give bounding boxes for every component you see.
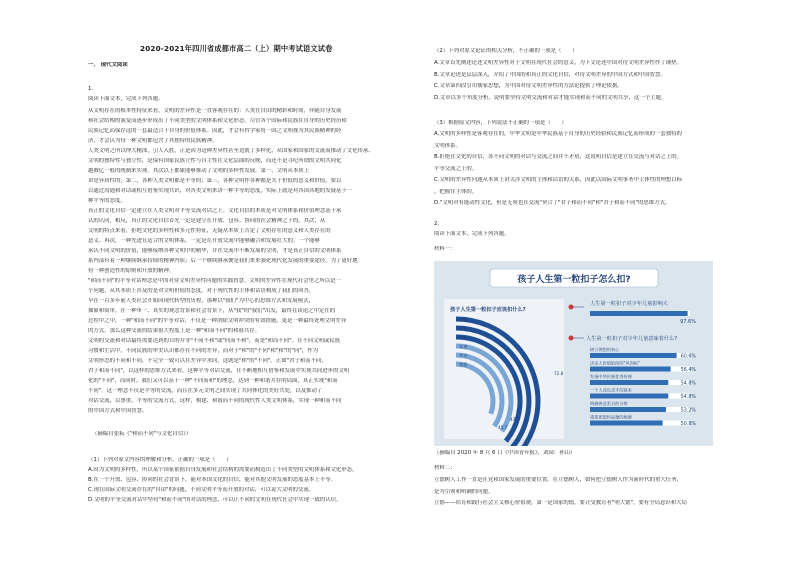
bar	[590, 380, 668, 385]
bar	[590, 421, 663, 426]
question-number: 1.	[88, 86, 94, 92]
text-line: 文明的特点来看，拒绝文化的多样性和多元性特征，无疑从本质上否定了文明存在的意义和人类存在的	[88, 228, 331, 234]
text-line: B.在一个开放、包容、协同的社会背景下，能对本国文化的自信，能对其他文明发展的态度基本上平等。	[88, 477, 336, 483]
text-line: 君子和而不同"，以这样的思维方式来看，这种平等对话交流，在不断地相互借鉴和发展中实现共同进步的文明	[88, 368, 350, 374]
chart-title: 孩子人生第一粒扣子怎么扣?	[517, 275, 631, 285]
text-line: 以通过沟通和对话或相互借鉴实现共识，对各类文明来讲一种平等的态度，实际上就是对各国各地的发展基于一	[88, 188, 353, 194]
bar-category-label: 发扬中华民族优秀传统	[590, 374, 632, 379]
text-line: 抽象和简单。在一种单一、真实的观念背景和社会背景下，从"我"的"我们"出发，最终在谈论之中定在的	[88, 308, 336, 314]
arc-value-label: 47.7	[510, 417, 520, 422]
text-line: C.文明的差异性问题从本质上讲关涉文明的主体和话语的关系，因此以国际文明事务中主体性的理想目标	[434, 177, 683, 183]
text-line: 系内部有着一种继续继承持续的精神内质；后一个继续继承便是我们来来强化现代化发展的重要途径，为了更好地	[88, 258, 358, 264]
bar-category-label: 树立理想的初心	[590, 347, 620, 352]
text-line: A.文章首先阐述论述文明差异性对于文明在现代社会的意义，为下文论述中国对待文明差异性作了铺垫。	[434, 60, 682, 66]
text-line: 意义。再次，一种先进且适合的文明体系，一定是在开放交流中能够融合和发展壮大的。一个能够	[88, 238, 320, 244]
bar	[590, 407, 666, 412]
question-stem: （3）根据原文内容，下列说法不正确的一项是（ ）	[434, 120, 567, 126]
arc-category-label: 友善	[459, 344, 468, 349]
section-heading: 一、 现代文阅读	[88, 62, 128, 68]
text-line: 从文明存在的根本性特征来看，文明的差异性是一直客观存在的：人类在自由的精彩和时间，伴随自身发展	[88, 108, 342, 114]
source-citation: （摘编自张耘《"和而不同"与文化自信》）	[92, 431, 192, 437]
text-line: B.拒绝在文化的自信，各不同文明的对话与交流之间并不矛盾，这说明自信是建立在交流与对话之上的。	[434, 154, 682, 160]
text-line: 持一种创造性的原则和开放的精神。	[88, 268, 175, 274]
bar-category-label: 重要思想和品德的根源	[590, 414, 632, 420]
text-line: D."文明对有能动性文化，但是无须也在交流"契合了"君子和而不同"和"君子和而不同"的思维方式。	[434, 200, 671, 206]
text-line: ，把握住主体的。	[434, 188, 478, 195]
text-line: 对话交流，以尊重、平等的交流方式，这样，构建、和谐而不同的现代性人类文明体系，实现一种和而不同	[88, 398, 342, 404]
arc-category-label: 诚信	[459, 317, 468, 322]
text-line: A.文明的多样性是客观存在的，中华文明是中华民族基于自身的历史经验和民族记忆而形成的一套独特的	[434, 131, 682, 137]
text-line: 的方式，那么这种交流的结果很大程度上是一种"和而不同"的和谐共存。	[88, 328, 261, 334]
text-line: 文明体系。	[434, 142, 461, 149]
text-line: 承认不同文明的价值，能够接纳各种文明中的精华，并在交流中不断发展的文明，才是真正自信的文明体系	[88, 248, 342, 254]
left-question: 孩子人生第一粒扣子应该扣什么?	[450, 307, 526, 313]
arc-value-label: 45.7	[498, 425, 508, 430]
infographic-chart	[434, 261, 713, 446]
chart-svg	[434, 261, 713, 446]
bar-value-label: 54.8%	[680, 395, 696, 400]
text-line: 习惯和生活中，不同民族的审美认识都存在不同的差异，而对于"和"的"不同"和"和"的"同"，作为	[88, 348, 319, 354]
text-line: 种平等的态度。	[88, 198, 126, 204]
arc-category-label: 感恩	[459, 362, 468, 367]
bar-category-label: 决定人价值取向的"风向标"	[590, 360, 640, 366]
bar	[590, 353, 677, 358]
text-line: C.现在国际文明交流存在的"自由"的问题，不同文明平等而开放的对话，可以说大文明的交流。	[88, 487, 315, 493]
material-label: 材料一：	[434, 246, 456, 252]
text-line: D.文明的平等交流对话中坚持"和而不同"的对话的理念，可以让不同的文明在现代社会中实现一致的认识。	[88, 497, 342, 503]
reading-instruction: 阅读下面文本，完成下列各题。	[88, 96, 164, 102]
bar-value-label: 54.8%	[680, 381, 696, 387]
text-line: 过程中之中，一种"和而不同"的平等对话，不仅是一种消除文明冲突的有效措施，更是一种最终处理文明差异	[88, 318, 347, 324]
text-line: 民族记忆而保存这的一套最适合于自身的价值体系。因此，才会有哲学家将一国之文明视为其民族精神的经	[88, 128, 342, 134]
reading-instruction: 阅读下面文本，完成下列各题。	[434, 231, 510, 237]
bar-value-label: 56.4%	[680, 368, 696, 373]
text-line: 认的认同，相反，真正的文化自信首先一定是建立在开放、包容、协同的社会精神之下的，其次，从	[88, 218, 326, 224]
text-line: 个问题，从其本质上涉及的是对文明价值的态度。对于现代性的主体和话语构成了我们的回答，	[88, 288, 315, 294]
source-citation: （摘编自 2020 年 8 月 6 日《中国青年报》，刘园：孙山）	[434, 450, 576, 456]
bar	[590, 367, 671, 372]
text-line: 立德树人工作一直是在党和国家发展的重要位置。在立德树人，如何把立德树人作为新时代的重大任务，	[434, 477, 682, 483]
text-line: D.文章以多个角度分析，说明要坚持文明交流和对话才能实现和而不同的文明共享，这一个主题。	[434, 94, 667, 101]
text-line: 济，才会认为每一种文明都包含了其独特的民族精神。	[88, 138, 218, 144]
text-line: 文明的交流和对话最终需要达到的目的并非"不同不和"或"同而不和"，而是"和而不同"。在不同文明或民族	[88, 338, 341, 344]
text-line: 人类文明之所以博大精深，引人入胜，正是因为这种差异性甚至造就了多样化，从国家和国家的交流而推动了文化传承、	[88, 148, 374, 154]
top-bar	[590, 311, 688, 316]
bar-value-label: 60.6%	[680, 354, 696, 360]
question-number: 2.	[434, 221, 440, 227]
text-line: 越被亿一般的统制来实现。其次以上都象能够推动了文明的多样性发展。第一，文明从本质上	[88, 168, 310, 174]
text-line: 和社会结构的演变而逐步形成出了不同类型的文明体系和文化形态。尽管各个国际和民族在自身的历史经历和	[88, 118, 347, 124]
bar-value-label: 53.2%	[680, 408, 696, 414]
text-line: 讲是异质性的；第二，各种人类文明都是平等的；第三，各种文明作各种都是共于价值的意义和价值，要以	[88, 178, 342, 184]
top-value-label: 97.6%	[680, 319, 696, 325]
top-question: 人生第一粒扣子对少年儿童影响大	[590, 301, 668, 307]
text-line: 不同"。这一理念不仅是平等的交流，而且在多元文明之间实现了共同体化的美好共处，以及推动了	[88, 388, 323, 394]
text-line: 立德——培育和践行社会主义核心价值观。第一是国家的德，要让受教育者"明大德"，要有全局意识和大局	[434, 500, 687, 506]
bar-category-label: 一个人成长成才的基本	[590, 387, 632, 393]
bar-value-label: 50.8%	[680, 422, 696, 427]
arc-category-label: 善良	[459, 326, 468, 331]
bar	[590, 394, 668, 399]
text-line: 化的"不同"，而同时，我们又可以基于一种"不同而和"的理念，达到一种和谐共存的局面，真正实现"和而	[88, 378, 338, 384]
text-line: A.因为文明的多样性，所以某个国家依据自身发展和社会结构的需要而构造出了不同类型的文明体系和文化形态。	[88, 467, 358, 473]
material-label: 材料二：	[434, 465, 456, 471]
arc-category-label: 孝亲	[459, 353, 468, 358]
text-line: C.文章第四段引用儒家思想，为中国对待文明差异性的方法论提供了理论依据。	[434, 83, 623, 89]
text-line: 的中国方式和中国智慧。	[88, 408, 148, 414]
question-stem: （1）下列对原文内容的理解和分析，正确的一项是（ ）	[88, 457, 232, 463]
text-line: 早在一百多年前人类社会开始向现代转型的历程，那种以"我们"为中心的思维方式和发展模式，	[88, 298, 314, 304]
left-panel	[434, 299, 564, 446]
text-line: 文明的独特性与独立性，是保有国家民族立性与自主性在文化层面的反映，而还不是寻纪所谓的文明共同化	[88, 158, 342, 164]
text-line: 是为引领和明确的问题。	[434, 488, 494, 495]
arc-value-label: 72.8	[554, 371, 564, 376]
text-line: B.文章论述是层层深入，介绍了中国的和真正的文化自信，对待文明差异的中国方式和中国智慧。	[434, 71, 666, 78]
text-line: "和而不同"的平等对话理念是中国对待文明差异性问题的实践智慧。文明的差异性在现代社会里之所以是一	[88, 278, 341, 284]
bottom-question: 人生第一粒扣子对少年儿童意味着什么?	[586, 336, 677, 342]
text-line: 文明形态的不同和不同，不完全一致可以在差异中求同，这就是"和"的"不同"。正如"君子和而不同，	[88, 358, 327, 364]
text-line: 平等交流之上的。	[434, 165, 478, 172]
page-title: 2020-2021年四川省成都市高二（上）期中考试语文试卷	[140, 44, 333, 53]
question-stem: （2）下列对原文论证的相关分析，不正确的一项是（ ）	[434, 48, 578, 54]
text-line: 真正的文化自信一定建立在人类文明对平等交流对话之上。文化自信的本质是对文明体系和价值理念基于承	[88, 208, 342, 214]
arc-category-label: 勤俭	[459, 335, 468, 340]
bar-category-label: 明确善恶美丑的分辨	[590, 401, 628, 406]
